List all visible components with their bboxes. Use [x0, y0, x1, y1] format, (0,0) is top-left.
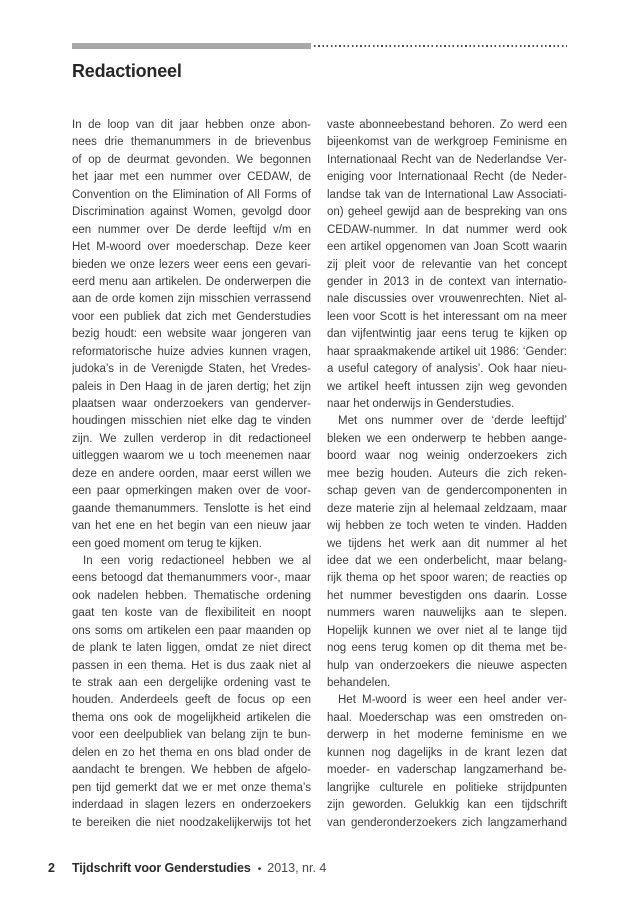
text-line: een nummer over De derde leeftijd v/m en — [72, 223, 311, 236]
text-line: idee dat we een onderbelicht, maar belang- — [327, 554, 567, 567]
text-line: bleken we een onderwerp te hebben aange- — [327, 432, 567, 445]
page-number: 2 — [48, 861, 55, 875]
text-line: een goed moment om terug te kijken. — [72, 537, 262, 550]
text-line: voor een deelpubliek van belang zijn te bun- — [72, 729, 311, 742]
text-line: deze en andere oorden, maar eerst willen we — [72, 467, 311, 480]
text-line: aan de orde komen zijn misschien verrassend — [72, 293, 311, 306]
text-line: of op de deurmat gevonden. We begonnen — [72, 153, 311, 166]
text-line: paleis in Den Haag in de jaren dertig; het zijn — [72, 380, 311, 393]
text-line: derwerp in het moderne feminisme en we — [327, 729, 567, 742]
text-line: kunnen nog dagelijks in de krant lezen dat — [327, 746, 567, 759]
text-line: deze materie zijn al helemaal zeldzaam, maar — [327, 502, 567, 515]
text-line: aandacht te brengen. We hebben de afgelo- — [72, 764, 311, 777]
page-title: Redactioneel — [72, 61, 182, 81]
page-footer — [48, 861, 326, 875]
text-line: wij hebben ze toch weten te vinden. Hadden — [327, 520, 567, 533]
text-line: te bereiken die niet noodzakelijkerwijs tot het — [72, 816, 311, 829]
text-line: nog eens terug komen op dit thema met be- — [327, 642, 567, 655]
text-line: a useful category of analysis’. Ook haar nieu- — [327, 363, 567, 376]
text-line: Het M-woord is weer een heel ander ver- — [338, 694, 567, 707]
text-line: van genderonderzoekers zich langzamerhand — [327, 816, 567, 829]
text-line: mee bezig houden. Auteurs die zich reken- — [327, 467, 567, 480]
text-line: nale discussies over vrouwenrechten. Niet al- — [327, 293, 567, 306]
text-line: Internationaal Recht van de Nederlandse Ver- — [327, 153, 567, 166]
text-line: uitleggen waarom we u toch meenemen naar — [72, 450, 311, 463]
text-line: eens betoogd dat themanummers voor-, maar — [72, 572, 311, 585]
text-line: hulp van onderzoekers die nieuwe aspecten — [327, 659, 567, 672]
text-line: eerd menu aan artikelen. De onderwerpen die — [72, 275, 311, 288]
text-line: zijn geworden. Gelukkig kan een tijdschrift — [327, 799, 567, 812]
text-line: Het M-woord over moederschap. Deze keer — [72, 241, 311, 254]
text-line: van het ene en het begin van een nieuw jaar — [72, 520, 311, 533]
text-line: we artikel heeft intussen zijn weg gevonden — [327, 380, 567, 393]
text-line: In een vorig redactioneel hebben we al — [83, 554, 311, 567]
text-line: judoka’s in de Verenigde Staten, het Vredes- — [72, 363, 311, 376]
text-line: pen tijd gemerkt dat we er met onze thema’s — [72, 781, 311, 794]
text-line: leen voor Scott is het interessant om na meer — [327, 310, 567, 323]
text-column-right — [327, 117, 567, 832]
text-line: voor een publiek dat zich met Genderstudies — [72, 310, 311, 323]
bullet-separator-icon: • — [257, 864, 262, 875]
article-body — [72, 117, 567, 832]
text-line: haal. Moederschap was een omstreden on- — [327, 711, 567, 724]
issue-info: 2013, nr. 4 — [267, 861, 327, 875]
text-line: haar spraakmakende artikel uit 1986: ‘Gender: — [327, 345, 567, 358]
text-line: Met ons nummer over de ‘derde leeftijd’ — [338, 415, 567, 428]
text-line: gaat ten koste van de flexibiliteit en noopt — [72, 607, 311, 620]
text-line: bijeenkomst van de werkgroep Feminisme en — [327, 136, 567, 149]
text-line: In de loop van dit jaar hebben onze abon- — [72, 119, 311, 131]
text-line: bezig houdt: een website waar jongeren van — [72, 328, 311, 341]
journal-title: Tijdschrift voor Genderstudies — [72, 861, 251, 875]
text-line: het nummer bevestigden ons daarin. Losse — [327, 589, 567, 602]
text-line: vaste abonneebestand behoren. Zo werd een — [327, 119, 567, 131]
text-line: reformatorische huize advies kunnen vragen, — [72, 345, 311, 358]
text-line: rijk thema op het spoor waren; de reacties op — [327, 572, 567, 585]
text-line: langrijke culturele en politieke strijdpunten — [327, 781, 567, 794]
text-line: bieden we onze lezers weer eens een gevari- — [72, 258, 311, 271]
text-line: naar het onderwijs in Genderstudies. — [327, 398, 515, 410]
text-line: on) geheel gewijd aan de bespreking van ons — [327, 206, 567, 219]
text-line: het jaar met een nummer over CEDAW, de — [72, 171, 311, 184]
text-line: Discrimination against Women, gevolgd door — [72, 206, 311, 219]
text-line: gender in 2013 in de context van internatio- — [327, 275, 567, 288]
text-line: plaatsen waar onderzoekers van genderver- — [72, 398, 311, 410]
text-column-left — [72, 117, 311, 832]
text-line: houdingen misschien niet elke dag te vinden — [72, 415, 311, 428]
text-line: ons soms om artikelen een paar maanden op — [72, 624, 311, 637]
header-rule-dotted — [314, 45, 567, 47]
text-line: een paar opmerkingen maken over de voor- — [72, 485, 311, 498]
text-line: we tijdens het werk aan dit nummer al het — [327, 537, 567, 550]
text-line: te strak aan een dergelijke ordening vast te — [72, 677, 311, 689]
text-line: Hopelijk kunnen we over niet al te lange tijd — [327, 624, 567, 637]
text-line: thema ons ook de mogelijkheid artikelen die — [72, 711, 311, 724]
text-line: Convention on the Elimination of All Forms of — [72, 188, 311, 201]
text-line: behandelen. — [327, 677, 391, 689]
text-line: een artikel opgenomen van Joan Scott waarin — [327, 241, 567, 254]
text-line: nees drie themanummers in de brievenbus — [72, 136, 311, 149]
text-line: zij pleit voor de relevantie van het concept — [327, 258, 567, 271]
text-line: dan vijfentwintig jaar eens terug te kijken op — [327, 328, 567, 341]
text-line: passen in een thema. Het is dus zaak niet al — [72, 659, 311, 672]
text-line: gaande themanummers. Tenslotte is het eind — [72, 502, 311, 515]
text-line: zijn. We zullen verderop in dit redactioneel — [72, 432, 311, 445]
text-line: CEDAW-nummer. In dat nummer werd ook — [327, 223, 567, 236]
text-line: ook nadelen hebben. Thematische ordening — [72, 589, 311, 602]
text-line: de plank te laten liggen, omdat ze niet direct — [72, 642, 311, 655]
text-line: houden. Anderdeels geeft de focus op een — [72, 694, 311, 707]
text-line: moeder- en vaderschap langzamerhand be- — [327, 764, 567, 777]
text-line: delen en zo het thema en ons blad onder de — [72, 746, 311, 759]
text-line: eniging voor Internationaal Recht (de Neder- — [327, 171, 567, 184]
header-rule-solid — [72, 43, 311, 49]
text-line: landse tak van de International Law Associati- — [327, 188, 567, 201]
text-line: boord waar nog weinig onderzoekers zich — [327, 450, 567, 463]
text-line: inderdaad in slagen lezers en onderzoekers — [72, 799, 311, 812]
text-line: schap geven van de gendercomponenten in — [327, 485, 567, 498]
text-line: nummers waren nauwelijks aan te slepen. — [327, 607, 567, 620]
